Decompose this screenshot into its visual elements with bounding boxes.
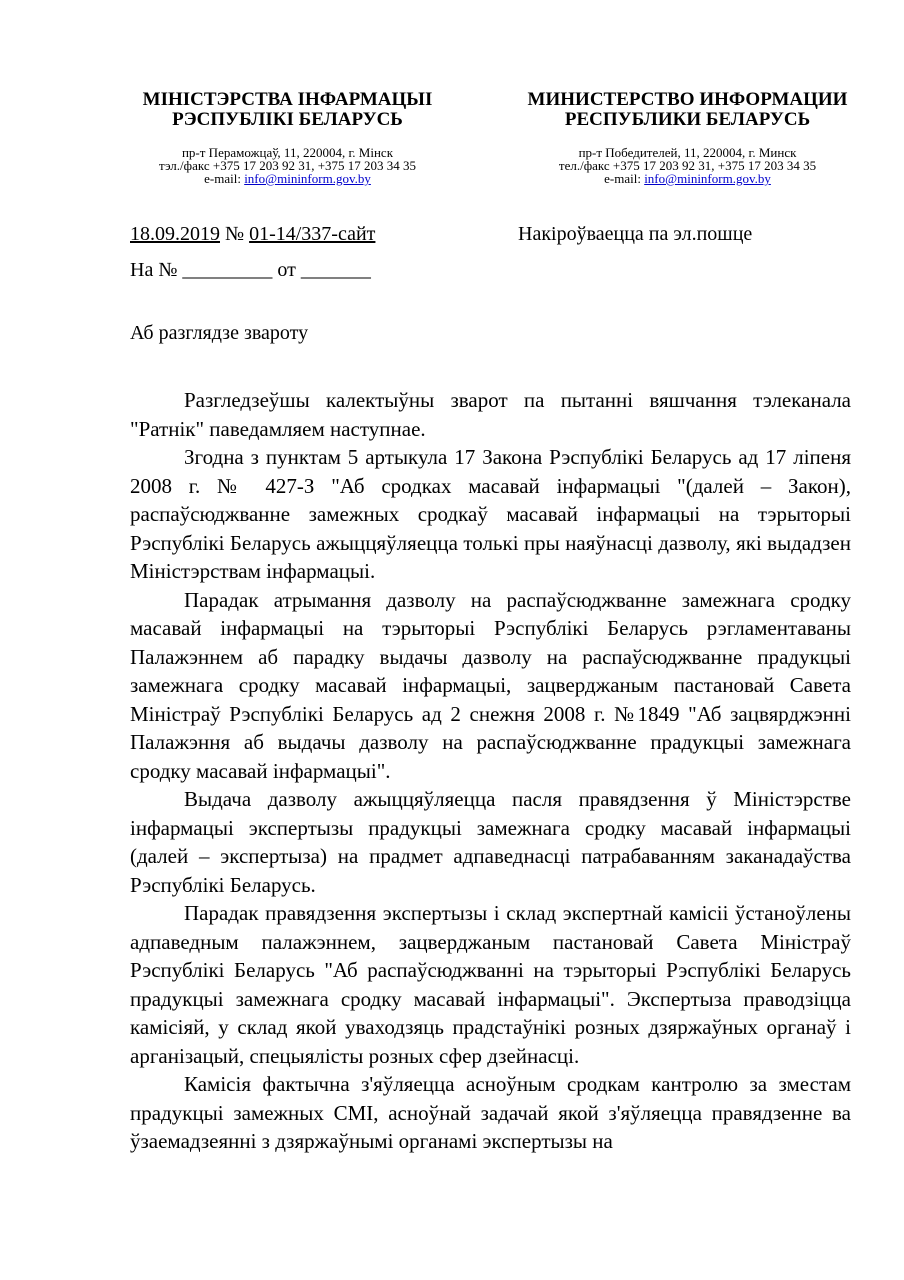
body-paragraph: Парадак атрымання дазволу на распаўсюджванне замежнага сродку масавай інфармацыі на тэрыторыі Рэспублікі Беларусь рэгламентаваны Палажэннем аб парадку выдачы дазволу на распаўсюджванне прадукцыі замежнага сродку масавай інфармацыі, зацверджаным пастановай Савета Міністраў Рэспублікі Беларусь ад 2 снежня 2008 г. №1849 "Аб зацвярджэнні Палажэння аб выдачы дазволу на распаўсюджванне прадукцыі замежнага сродку масавай інфармацыі". bbox=[130, 587, 851, 783]
phones-ru: тел./факс +375 17 203 92 31, +375 17 203 34 35 bbox=[558, 158, 817, 173]
letter-body bbox=[130, 386, 851, 1156]
ministry-title-by-line2: РЭСПУБЛІКІ БЕЛАРУСЬ bbox=[172, 109, 403, 130]
phones-by: тэл./факс +375 17 203 92 31, +375 17 203 34 35 bbox=[158, 158, 417, 173]
email-label-by: e-mail: bbox=[204, 171, 245, 186]
letter-subject: Аб разглядзе звароту bbox=[130, 322, 309, 344]
email-line-ru bbox=[510, 172, 865, 185]
body-paragraph: Разгледзеўшы калектыўны зварот па пытанні вяшчання тэлеканала "Ратнік" паведамляем наступнае. bbox=[130, 388, 851, 441]
address-by: пр-т Пераможцаў, 11, 220004, г. Мінск bbox=[181, 145, 394, 160]
email-link-ru[interactable]: info@mininform.gov.by bbox=[644, 171, 771, 186]
body-paragraph: Згодна з пунктам 5 артыкула 17 Закона Рэспублікі Беларусь ад 17 ліпеня 2008 г. № 427-З "Аб сродках масавай інфармацыі "(далей – Закон), распаўсюджванне замежных сродкаў масавай інфармацыі на тэрыторыі Рэспублікі Беларусь ажыццяўляецца толькі пры наяўнасці дазволу, які выдадзен Міністэрствам інфармацыі. bbox=[130, 445, 851, 583]
letterhead-belarusian bbox=[125, 90, 450, 185]
address-ru: пр-т Победителей, 11, 220004, г. Минск bbox=[578, 145, 797, 160]
body-paragraph: Выдача дазволу ажыццяўляецца пасля правядзення ў Міністэрстве інфармацыі экспертызы прадукцыі замежнага сродку масавай інфармацыі (далей – экспертыза) на прадмет адпаведнасці патрабаванням заканадаўства Рэспублікі Беларусь. bbox=[130, 787, 851, 897]
ministry-title-ru-line2: РЕСПУБЛИКИ БЕЛАРУСЬ bbox=[564, 109, 811, 130]
body-paragraph: Парадак правядзення экспертызы і склад экспертнай камісіі ўстаноўлены адпаведным палажэннем, зацверджаным пастановай Савета Міністраў Рэспублікі Беларусь "Аб распаўсюджванні на тэрыторыі Рэспублікі Беларусь прадукцыі замежнага сродку масавай інфармацыі". Экспертыза праводзіцца камісіяй, у склад якой уваходзяць прадстаўнікі розных дзяржаўных органаў і арганізацый, спецыялісты розных сфер дзейнасці. bbox=[130, 901, 851, 1068]
email-line-by bbox=[125, 172, 450, 185]
ministry-title-ru-line1: МИНИСТЕРСТВО ИНФОРМАЦИИ bbox=[527, 89, 848, 110]
reply-reference-line: На № _________ от _______ bbox=[130, 259, 371, 281]
email-link-by[interactable]: info@mininform.gov.by bbox=[244, 171, 371, 186]
email-label-ru: e-mail: bbox=[604, 171, 645, 186]
letterhead-russian bbox=[510, 90, 865, 185]
letter-date: 18.09.2019 bbox=[130, 223, 220, 245]
body-paragraph: Камісія фактычна з'яўляецца асноўным сродкам кантролю за зместам прадукцыі замежных СМІ, асноўнай задачай якой з'яўляецца правядзенне ва ўзаемадзеянні з дзяржаўнымі органамі экспертызы на bbox=[130, 1072, 851, 1153]
ministry-title-by-line1: МІНІСТЭРСТВА ІНФАРМАЦЫІ bbox=[142, 89, 433, 110]
outgoing-reference bbox=[130, 223, 375, 245]
letter-number: 01-14/337-сайт bbox=[249, 223, 376, 245]
number-sign: № bbox=[220, 223, 250, 245]
delivery-note: Накіроўваецца па эл.пошце bbox=[518, 223, 753, 245]
